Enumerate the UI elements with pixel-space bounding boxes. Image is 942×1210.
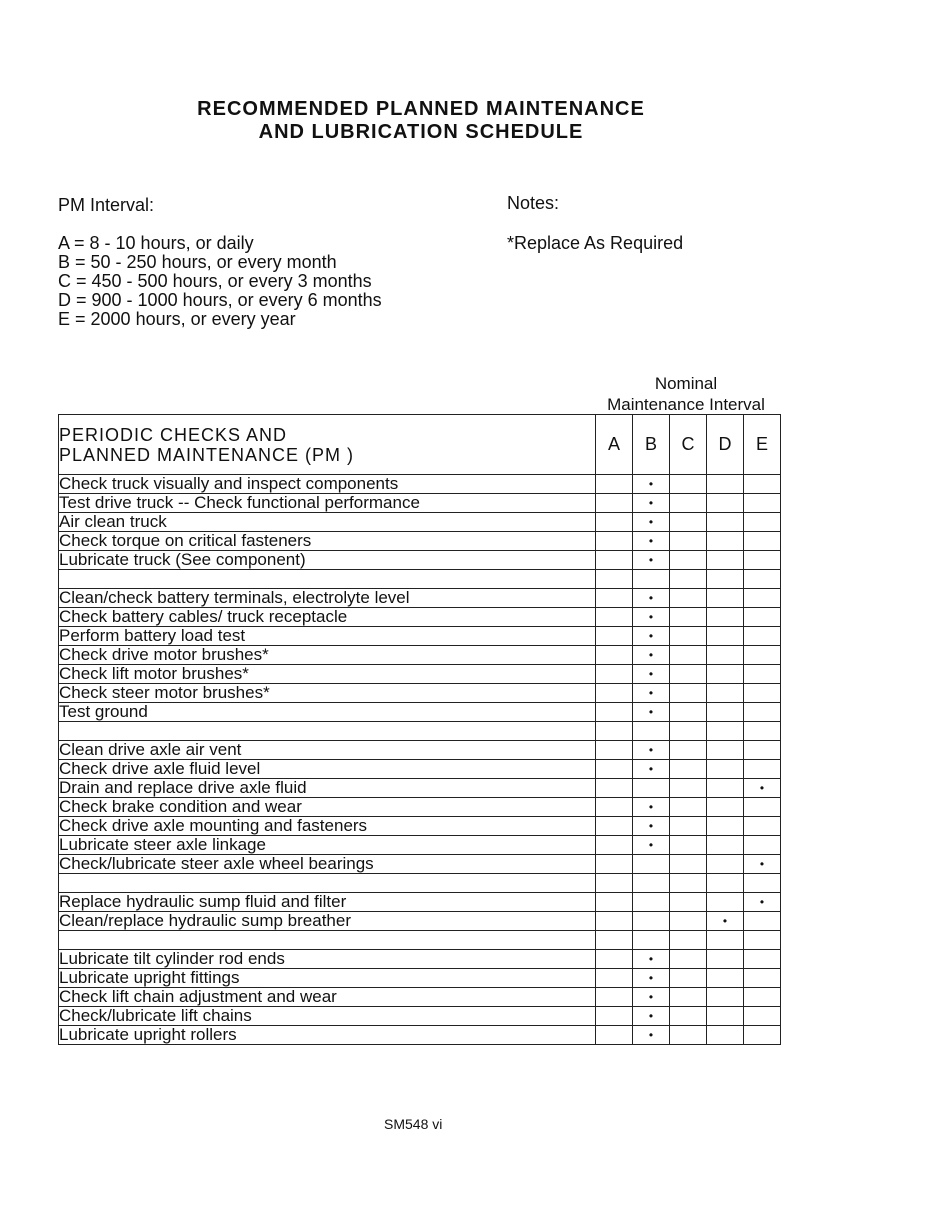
interval-cell-a xyxy=(596,703,633,722)
table-row xyxy=(59,513,781,532)
interval-cell-e xyxy=(744,1026,781,1045)
interval-cell-e xyxy=(744,931,781,950)
interval-cell-c xyxy=(670,722,707,741)
nominal-interval-heading xyxy=(586,373,786,415)
interval-cell-a xyxy=(596,475,633,494)
table-header-row xyxy=(59,415,781,475)
interval-cell-d xyxy=(707,646,744,665)
interval-cell-b: • xyxy=(633,950,670,969)
interval-cell-a xyxy=(596,798,633,817)
interval-cell-b: • xyxy=(633,703,670,722)
nominal-line-1: Nominal xyxy=(654,374,718,393)
task-cell: Check torque on critical fasteners xyxy=(59,532,596,551)
task-cell: Test ground xyxy=(59,703,596,722)
table-row xyxy=(59,1026,781,1045)
interval-cell-b: • xyxy=(633,741,670,760)
interval-cell-b: • xyxy=(633,589,670,608)
task-cell: Lubricate upright fittings xyxy=(59,969,596,988)
interval-cell-b: • xyxy=(633,665,670,684)
interval-cell-b: • xyxy=(633,608,670,627)
interval-cell-a xyxy=(596,817,633,836)
interval-cell-b: • xyxy=(633,988,670,1007)
interval-cell-a xyxy=(596,551,633,570)
header-col-e: E xyxy=(744,415,781,475)
table-row xyxy=(59,874,781,893)
interval-cell-a xyxy=(596,513,633,532)
table-row xyxy=(59,779,781,798)
interval-d: D = 900 - 1000 hours, or every 6 months xyxy=(58,290,382,310)
interval-c: C = 450 - 500 hours, or every 3 months xyxy=(58,271,372,291)
header-col-c: C xyxy=(670,415,707,475)
interval-cell-a xyxy=(596,969,633,988)
interval-cell-c xyxy=(670,817,707,836)
interval-cell-a xyxy=(596,950,633,969)
interval-cell-e xyxy=(744,874,781,893)
task-cell: Check battery cables/ truck receptacle xyxy=(59,608,596,627)
interval-cell-c xyxy=(670,703,707,722)
table-row xyxy=(59,855,781,874)
interval-cell-b: • xyxy=(633,513,670,532)
interval-cell-d xyxy=(707,836,744,855)
task-cell: Check drive axle fluid level xyxy=(59,760,596,779)
interval-cell-b: • xyxy=(633,551,670,570)
interval-cell-a xyxy=(596,722,633,741)
interval-cell-e xyxy=(744,646,781,665)
interval-cell-e xyxy=(744,1007,781,1026)
interval-cell-e xyxy=(744,969,781,988)
interval-cell-b: • xyxy=(633,817,670,836)
interval-cell-a xyxy=(596,665,633,684)
task-cell: Lubricate truck (See component) xyxy=(59,551,596,570)
task-cell: Check drive motor brushes* xyxy=(59,646,596,665)
interval-cell-e xyxy=(744,950,781,969)
interval-cell-b: • xyxy=(633,969,670,988)
interval-cell-d xyxy=(707,494,744,513)
interval-cell-e xyxy=(744,608,781,627)
table-row xyxy=(59,475,781,494)
interval-cell-c xyxy=(670,855,707,874)
task-cell: Air clean truck xyxy=(59,513,596,532)
table-row xyxy=(59,722,781,741)
task-cell xyxy=(59,570,596,589)
header-task xyxy=(59,415,596,475)
interval-cell-c xyxy=(670,532,707,551)
table-row xyxy=(59,494,781,513)
task-cell: Lubricate upright rollers xyxy=(59,1026,596,1045)
interval-cell-d xyxy=(707,931,744,950)
interval-cell-c xyxy=(670,684,707,703)
interval-cell-c xyxy=(670,760,707,779)
task-cell: Check/lubricate lift chains xyxy=(59,1007,596,1026)
nominal-line-2: Maintenance Interval xyxy=(607,395,765,414)
interval-cell-a xyxy=(596,855,633,874)
interval-cell-d xyxy=(707,988,744,1007)
table-body xyxy=(59,475,781,1045)
table-row xyxy=(59,836,781,855)
interval-cell-c xyxy=(670,513,707,532)
interval-cell-a xyxy=(596,646,633,665)
interval-cell-e xyxy=(744,836,781,855)
table-row xyxy=(59,760,781,779)
task-cell: Check truck visually and inspect components xyxy=(59,475,596,494)
interval-cell-e xyxy=(744,570,781,589)
table-row xyxy=(59,912,781,931)
interval-cell-e xyxy=(744,532,781,551)
table-row xyxy=(59,646,781,665)
task-cell: Lubricate tilt cylinder rod ends xyxy=(59,950,596,969)
task-cell xyxy=(59,931,596,950)
interval-cell-c xyxy=(670,912,707,931)
table-row xyxy=(59,969,781,988)
interval-cell-c xyxy=(670,798,707,817)
interval-cell-b: • xyxy=(633,1026,670,1045)
interval-cell-a xyxy=(596,912,633,931)
interval-cell-a xyxy=(596,988,633,1007)
interval-cell-e xyxy=(744,494,781,513)
document-title xyxy=(0,98,842,144)
interval-cell-c xyxy=(670,741,707,760)
pm-interval-list xyxy=(58,234,382,329)
table-row xyxy=(59,532,781,551)
interval-cell-a xyxy=(596,893,633,912)
interval-cell-b: • xyxy=(633,475,670,494)
interval-cell-c xyxy=(670,931,707,950)
interval-cell-d xyxy=(707,817,744,836)
interval-cell-c xyxy=(670,570,707,589)
interval-cell-d xyxy=(707,779,744,798)
interval-cell-c xyxy=(670,627,707,646)
task-cell: Clean/check battery terminals, electrolyte level xyxy=(59,589,596,608)
interval-cell-d xyxy=(707,608,744,627)
table-row xyxy=(59,551,781,570)
interval-cell-e xyxy=(744,703,781,722)
interval-cell-d xyxy=(707,969,744,988)
table-row xyxy=(59,570,781,589)
table-row xyxy=(59,931,781,950)
table-row xyxy=(59,608,781,627)
interval-cell-d xyxy=(707,1007,744,1026)
interval-cell-b xyxy=(633,893,670,912)
task-cell: Check drive axle mounting and fasteners xyxy=(59,817,596,836)
interval-cell-d xyxy=(707,513,744,532)
header-line-1: PERIODIC CHECKS AND xyxy=(59,424,288,445)
table-row xyxy=(59,817,781,836)
interval-cell-c xyxy=(670,1007,707,1026)
interval-cell-d xyxy=(707,475,744,494)
interval-cell-a xyxy=(596,874,633,893)
header-col-b: B xyxy=(633,415,670,475)
interval-cell-d xyxy=(707,760,744,779)
pm-interval-label: PM Interval: xyxy=(58,195,155,215)
title-line-1: RECOMMENDED PLANNED MAINTENANCE xyxy=(197,98,645,120)
interval-cell-d xyxy=(707,798,744,817)
interval-cell-d xyxy=(707,874,744,893)
interval-cell-b: • xyxy=(633,798,670,817)
interval-cell-b: • xyxy=(633,532,670,551)
table-row xyxy=(59,665,781,684)
interval-cell-e xyxy=(744,551,781,570)
interval-cell-d xyxy=(707,570,744,589)
interval-cell-a xyxy=(596,931,633,950)
interval-cell-d xyxy=(707,532,744,551)
interval-cell-c xyxy=(670,950,707,969)
interval-cell-a xyxy=(596,494,633,513)
task-cell: Check brake condition and wear xyxy=(59,798,596,817)
interval-cell-b: • xyxy=(633,684,670,703)
interval-cell-c xyxy=(670,475,707,494)
task-cell: Check steer motor brushes* xyxy=(59,684,596,703)
interval-cell-a xyxy=(596,589,633,608)
interval-cell-d xyxy=(707,893,744,912)
table-row xyxy=(59,988,781,1007)
interval-cell-b xyxy=(633,874,670,893)
interval-cell-c xyxy=(670,1026,707,1045)
task-cell: Check lift chain adjustment and wear xyxy=(59,988,596,1007)
interval-cell-c xyxy=(670,779,707,798)
table-row xyxy=(59,893,781,912)
header-line-2: PLANNED MAINTENANCE (PM ) xyxy=(59,444,355,465)
interval-cell-c xyxy=(670,893,707,912)
notes-item: *Replace As Required xyxy=(507,233,684,253)
maintenance-schedule-table xyxy=(58,414,781,1045)
interval-cell-d xyxy=(707,722,744,741)
interval-cell-c xyxy=(670,988,707,1007)
interval-cell-b xyxy=(633,931,670,950)
interval-cell-a xyxy=(596,627,633,646)
interval-cell-b: • xyxy=(633,836,670,855)
interval-cell-e: • xyxy=(744,855,781,874)
task-cell: Clean drive axle air vent xyxy=(59,741,596,760)
interval-cell-d xyxy=(707,950,744,969)
interval-cell-d xyxy=(707,1026,744,1045)
table-row xyxy=(59,684,781,703)
notes-label: Notes: xyxy=(507,193,560,213)
interval-cell-d: • xyxy=(707,912,744,931)
interval-cell-b: • xyxy=(633,1007,670,1026)
interval-cell-e xyxy=(744,475,781,494)
interval-cell-a xyxy=(596,532,633,551)
interval-b: B = 50 - 250 hours, or every month xyxy=(58,252,337,272)
task-cell: Check/lubricate steer axle wheel bearings xyxy=(59,855,596,874)
interval-cell-e xyxy=(744,665,781,684)
interval-cell-c xyxy=(670,551,707,570)
table-row xyxy=(59,703,781,722)
table-row xyxy=(59,798,781,817)
interval-cell-e xyxy=(744,513,781,532)
interval-cell-c xyxy=(670,494,707,513)
interval-cell-a xyxy=(596,570,633,589)
task-cell: Test drive truck -- Check functional performance xyxy=(59,494,596,513)
interval-cell-a xyxy=(596,684,633,703)
interval-cell-e xyxy=(744,798,781,817)
interval-cell-a xyxy=(596,1026,633,1045)
interval-cell-b xyxy=(633,912,670,931)
interval-cell-e xyxy=(744,589,781,608)
interval-cell-d xyxy=(707,551,744,570)
header-col-d: D xyxy=(707,415,744,475)
interval-cell-e xyxy=(744,627,781,646)
interval-cell-c xyxy=(670,836,707,855)
task-cell xyxy=(59,874,596,893)
table-row xyxy=(59,950,781,969)
interval-cell-b xyxy=(633,722,670,741)
interval-cell-b: • xyxy=(633,627,670,646)
interval-cell-b xyxy=(633,855,670,874)
table-row xyxy=(59,1007,781,1026)
interval-e: E = 2000 hours, or every year xyxy=(58,309,296,329)
task-cell: Replace hydraulic sump fluid and filter xyxy=(59,893,596,912)
interval-cell-d xyxy=(707,627,744,646)
table-row xyxy=(59,589,781,608)
interval-cell-b: • xyxy=(633,494,670,513)
interval-cell-e xyxy=(744,760,781,779)
header-col-a: A xyxy=(596,415,633,475)
interval-cell-c xyxy=(670,589,707,608)
interval-cell-e: • xyxy=(744,779,781,798)
interval-cell-b: • xyxy=(633,760,670,779)
interval-cell-e xyxy=(744,741,781,760)
table-row xyxy=(59,627,781,646)
interval-cell-c xyxy=(670,608,707,627)
interval-cell-d xyxy=(707,589,744,608)
interval-cell-e: • xyxy=(744,893,781,912)
interval-cell-e xyxy=(744,684,781,703)
interval-cell-c xyxy=(670,874,707,893)
task-cell xyxy=(59,722,596,741)
interval-cell-d xyxy=(707,684,744,703)
interval-cell-d xyxy=(707,741,744,760)
interval-cell-b xyxy=(633,779,670,798)
interval-cell-a xyxy=(596,741,633,760)
table-row xyxy=(59,741,781,760)
interval-cell-b: • xyxy=(633,646,670,665)
task-cell: Check lift motor brushes* xyxy=(59,665,596,684)
interval-cell-b xyxy=(633,570,670,589)
title-line-2: AND LUBRICATION SCHEDULE xyxy=(258,121,584,143)
interval-cell-a xyxy=(596,760,633,779)
task-cell: Drain and replace drive axle fluid xyxy=(59,779,596,798)
interval-cell-e xyxy=(744,912,781,931)
interval-cell-e xyxy=(744,988,781,1007)
interval-a: A = 8 - 10 hours, or daily xyxy=(58,233,254,253)
interval-cell-d xyxy=(707,665,744,684)
interval-cell-c xyxy=(670,646,707,665)
interval-cell-c xyxy=(670,665,707,684)
interval-cell-a xyxy=(596,836,633,855)
task-cell: Perform battery load test xyxy=(59,627,596,646)
interval-cell-e xyxy=(744,722,781,741)
task-cell: Clean/replace hydraulic sump breather xyxy=(59,912,596,931)
interval-cell-e xyxy=(744,817,781,836)
interval-cell-a xyxy=(596,779,633,798)
interval-cell-a xyxy=(596,608,633,627)
interval-cell-d xyxy=(707,855,744,874)
interval-cell-a xyxy=(596,1007,633,1026)
task-cell: Lubricate steer axle linkage xyxy=(59,836,596,855)
interval-cell-c xyxy=(670,969,707,988)
interval-cell-d xyxy=(707,703,744,722)
page-footer: SM548 vi xyxy=(384,1116,443,1132)
